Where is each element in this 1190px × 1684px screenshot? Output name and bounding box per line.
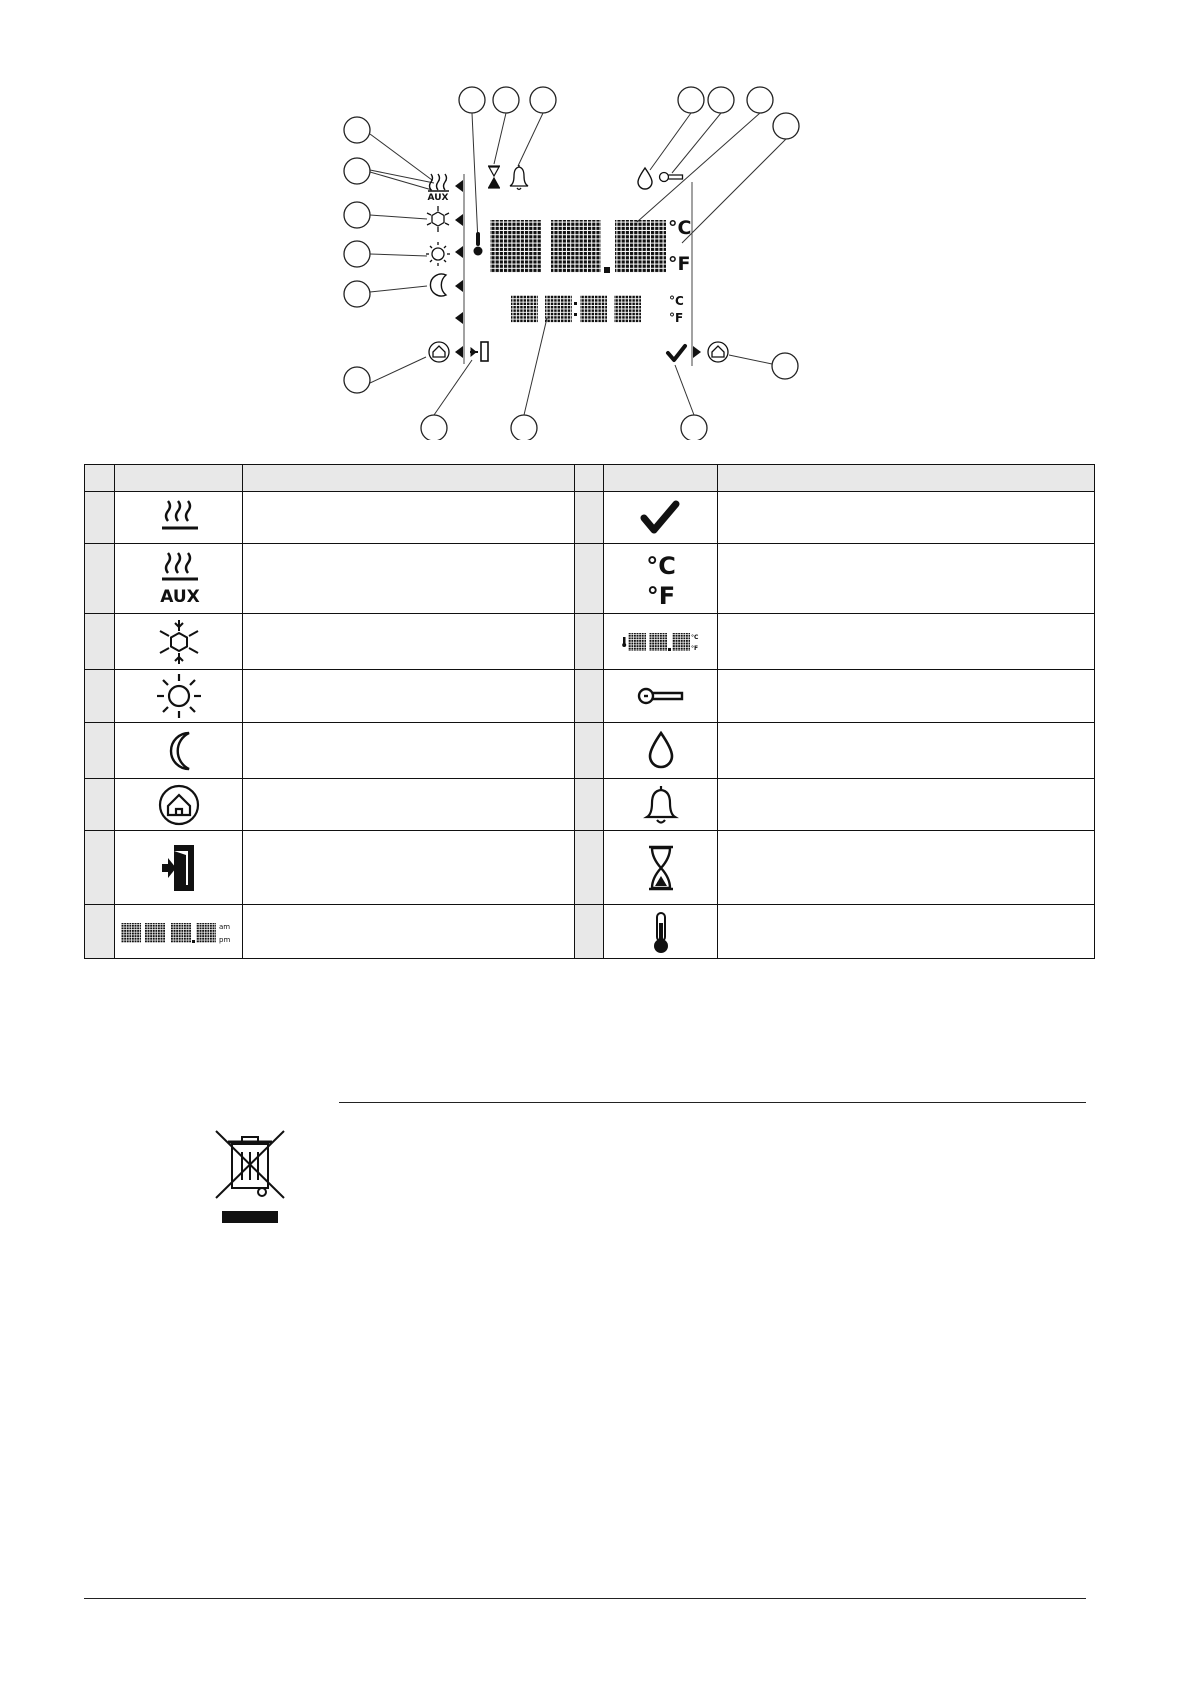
key-icon	[634, 681, 688, 711]
icon-cell	[604, 492, 718, 544]
footer-rule	[84, 1598, 1086, 1599]
icon-cell	[115, 779, 243, 831]
description-cell	[718, 779, 1095, 831]
fahrenheit-label: °F	[668, 253, 691, 275]
fahrenheit-label: °F	[646, 581, 675, 610]
row-number-cell	[575, 779, 604, 831]
table-row	[85, 544, 1095, 614]
icon-cell	[115, 670, 243, 723]
row-number-cell	[85, 544, 115, 614]
description-cell	[243, 831, 575, 905]
table-row	[85, 905, 1095, 959]
row-number-cell	[575, 905, 604, 959]
description-cell	[718, 723, 1095, 779]
main-temperature-digits	[490, 220, 666, 273]
home-icon	[708, 342, 728, 362]
callout-circle	[530, 87, 556, 113]
symbol-table	[84, 464, 1095, 959]
aux-label: AUX	[427, 193, 449, 203]
clock-digits-icon	[119, 917, 239, 947]
bell-icon	[641, 783, 681, 827]
sun-icon	[426, 242, 450, 266]
fahrenheit-small-label: °F	[669, 311, 684, 325]
table-row	[85, 670, 1095, 723]
description-cell	[718, 544, 1095, 614]
callout-circle	[772, 353, 798, 379]
header-cell	[243, 465, 575, 492]
icon-cell	[604, 779, 718, 831]
row-number-cell	[85, 614, 115, 670]
icon-cell	[604, 544, 718, 614]
thermometer-icon	[646, 909, 676, 955]
aux-heat-icon	[152, 549, 206, 609]
header-cell	[85, 465, 115, 492]
celsius-label: °C	[668, 217, 692, 239]
callout-circle	[511, 415, 537, 440]
description-cell	[718, 831, 1095, 905]
row-number-cell	[85, 831, 115, 905]
callout-circle	[459, 87, 485, 113]
row-number-cell	[575, 492, 604, 544]
clock-digits	[511, 295, 641, 323]
am-label: am	[218, 922, 230, 931]
icon-cell	[115, 723, 243, 779]
callout-circle	[708, 87, 734, 113]
description-cell	[718, 614, 1095, 670]
drop-icon	[644, 729, 678, 773]
weee-crossed-bin-icon	[212, 1128, 288, 1228]
table-row	[85, 492, 1095, 544]
drop-icon	[638, 168, 652, 189]
icon-cell	[604, 905, 718, 959]
icon-cell	[115, 614, 243, 670]
hourglass-icon	[488, 166, 500, 188]
callout-circle	[344, 158, 370, 184]
table-header-row	[85, 465, 1095, 492]
row-number-cell	[575, 544, 604, 614]
description-cell	[243, 492, 575, 544]
row-number-cell	[575, 831, 604, 905]
header-cell	[115, 465, 243, 492]
callout-circle	[678, 87, 704, 113]
home-icon	[429, 342, 449, 362]
snowflake-icon	[427, 206, 449, 232]
door-icon	[470, 342, 488, 361]
description-cell	[718, 905, 1095, 959]
sun-icon	[154, 671, 204, 721]
section-divider	[339, 1102, 1086, 1103]
row-number-cell	[575, 723, 604, 779]
header-cell	[718, 465, 1095, 492]
aux-label: AUX	[159, 586, 200, 607]
heat-icon	[428, 174, 449, 191]
callout-circle	[421, 415, 447, 440]
header-cell	[604, 465, 718, 492]
checkmark-icon	[668, 346, 685, 360]
snowflake-icon	[154, 617, 204, 667]
callout-circle	[344, 202, 370, 228]
thermometer-icon	[474, 232, 483, 256]
bell-icon	[510, 165, 528, 190]
table-row	[85, 723, 1095, 779]
row-number-cell	[85, 492, 115, 544]
description-cell	[243, 779, 575, 831]
celsius-small-label: °C	[669, 294, 684, 308]
key-icon	[660, 173, 683, 182]
icon-cell	[115, 831, 243, 905]
temperature-digits-icon	[621, 627, 701, 657]
heat-icon	[154, 496, 204, 540]
callout-circle	[344, 241, 370, 267]
fahrenheit-label: °F	[690, 644, 698, 652]
celsius-label: °C	[690, 633, 698, 641]
description-cell	[243, 723, 575, 779]
celsius-label: °C	[645, 551, 676, 580]
callout-circle	[493, 87, 519, 113]
row-number-cell	[575, 614, 604, 670]
callout-circle	[773, 113, 799, 139]
description-cell	[718, 670, 1095, 723]
icon-cell	[604, 723, 718, 779]
icon-cell	[604, 614, 718, 670]
moon-icon	[430, 274, 446, 296]
door-icon	[156, 839, 202, 897]
thermostat-display-diagram	[0, 0, 1190, 440]
icon-cell	[115, 544, 243, 614]
icon-cell	[604, 831, 718, 905]
row-number-cell	[85, 779, 115, 831]
callout-circle	[344, 117, 370, 143]
row-number-cell	[575, 670, 604, 723]
table-row	[85, 779, 1095, 831]
row-number-cell	[85, 905, 115, 959]
pm-label: pm	[218, 935, 230, 944]
row-number-cell	[85, 670, 115, 723]
hourglass-icon	[644, 842, 678, 894]
celsius-fahrenheit-icon	[631, 548, 691, 610]
row-number-cell	[85, 723, 115, 779]
description-cell	[718, 492, 1095, 544]
table-row	[85, 831, 1095, 905]
checkmark-icon	[634, 496, 688, 540]
description-cell	[243, 905, 575, 959]
description-cell	[243, 670, 575, 723]
callout-circle	[344, 367, 370, 393]
description-cell	[243, 614, 575, 670]
header-cell	[575, 465, 604, 492]
icon-cell	[115, 492, 243, 544]
callout-circle	[747, 87, 773, 113]
table-row	[85, 614, 1095, 670]
callout-circle	[681, 415, 707, 440]
icon-cell	[115, 905, 243, 959]
description-cell	[243, 544, 575, 614]
home-icon	[156, 782, 202, 828]
callout-circle	[344, 281, 370, 307]
moon-icon	[159, 727, 199, 775]
icon-cell	[604, 670, 718, 723]
